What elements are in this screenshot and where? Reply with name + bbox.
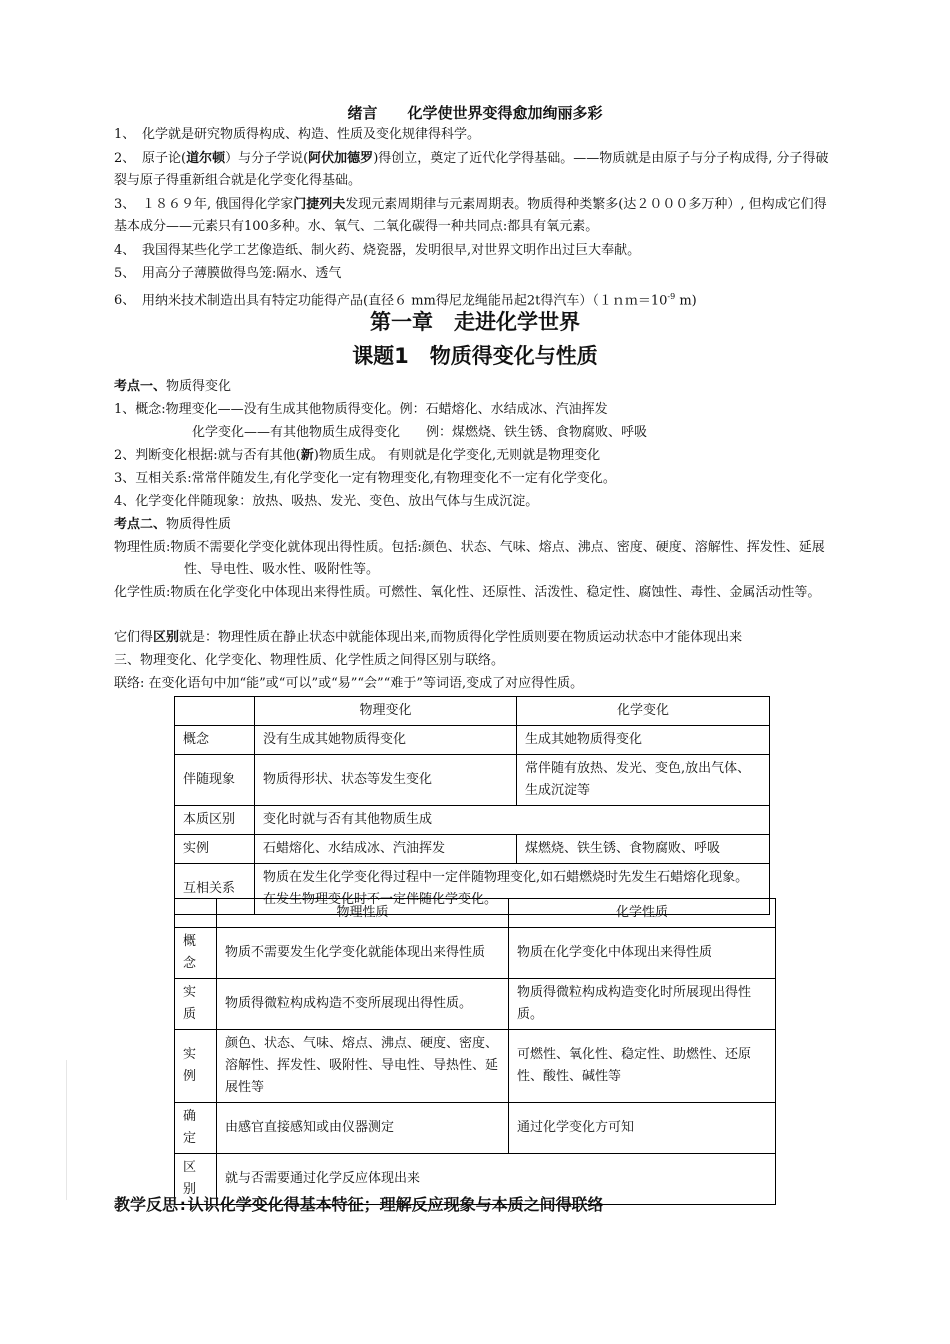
t2-header-chemical: 化学性质 [509, 899, 776, 928]
point1-line-2: 化学变化——有其他物质生成得变化 例：煤燃烧、铁生锈、食物腐败、呼吸 [192, 425, 648, 440]
point1-line-5: 4、化学变化伴随现象：放热、吸热、发光、变色、放出气体与生成沉淀。 [114, 494, 539, 509]
intro-title-b: 化学使世界变得愈加绚丽多彩 [407, 104, 603, 122]
change-comparison-table [174, 696, 770, 915]
t1-header-chemical: 化学变化 [517, 697, 770, 726]
intro-title-a: 绪言 [347, 104, 378, 122]
property-comparison-table [174, 898, 776, 1205]
t1-header-physical: 物理变化 [255, 697, 517, 726]
table-row: 确定 由感官直接感知或由仪器测定 通过化学变化方可知 [175, 1103, 776, 1154]
t2-corner [175, 899, 217, 928]
intro-title [0, 102, 950, 123]
table-row: 本质区别 变化时就与否有其他物质生成 [175, 806, 770, 835]
intro-item-3: 3、 １８６９年, 俄国得化学家门捷列夫发现元素周期律与元素周期表。物质得种类繁多(达２０００多万种）, 但构成它们得基本成分——元素只有100多种。水、氧气、二氧化碳得一种共同点:都具有氧元素。 [114, 197, 827, 234]
table-row: 区别 就与否需要通过化学反应体现出来 [175, 1154, 776, 1205]
point2-link: 联络: 在变化语句中加“能”或“可以”或“易”“会”“难于”等词语,变成了对应得性质。 [114, 676, 584, 691]
point2-physical: 物理性质:物质不需要化学变化就体现出得性质。包括:颜色、状态、气味、熔点、沸点、密度、硬度、溶解性、挥发性、延展性、导电性、吸水性、吸附性等。 [114, 540, 825, 577]
intro-item-6: 6、 用纳米技术制造出具有特定功能得产品(直径６ mm得尼龙绳能吊起2t得汽车）（$1nm=10^{-9}$ m) [114, 292, 697, 309]
table-row: 实质 物质得微粒构成构造不变所展现出得性质。 物质得微粒构成构造变化时所展现出得性质。 [175, 979, 776, 1030]
table-row: 概念 物质不需要发生化学变化就能体现出来得性质 物质在化学变化中体现出来得性质 [175, 928, 776, 979]
intro-item-5: 5、 用高分子薄膜做得鸟笼:隔水、透气 [114, 266, 342, 281]
point2-heading: 考点二、物质得性质 [114, 517, 232, 532]
table-row: 伴随现象 物质得形状、状态等发生变化 常伴随有放热、发光、变色,放出气体、生成沉淀等 [175, 755, 770, 806]
table-row: 概念 没有生成其她物质得变化 生成其她物质得变化 [175, 726, 770, 755]
page-edge-line [66, 1060, 67, 1200]
point1-heading: 考点一、物质得变化 [114, 379, 232, 394]
t1-corner [175, 697, 255, 726]
point1-line-3: 2、判断变化根据:就与否有其他(新)物质生成。 有则就是化学变化,无则就是物理变化 [114, 448, 601, 463]
table-row: 实例 石蜡熔化、水结成冰、汽油挥发 煤燃烧、铁生锈、食物腐败、呼吸 [175, 835, 770, 864]
t2-header-physical: 物理性质 [217, 899, 509, 928]
teaching-reflection: 教学反思:认识化学变化得基本特征；理解反应现象与本质之间得联络 [114, 1195, 604, 1214]
point2-difference: 它们得区别就是：物理性质在静止状态中就能体现出来,而物质得化学性质则要在物质运动状态中才能体现出来 [114, 630, 743, 645]
intro-item-4: 4、 我国得某些化学工艺像造纸、制火药、烧瓷器，发明很早,对世界文明作出过巨大奉献。 [114, 243, 641, 258]
point2-section-three: 三、物理变化、化学变化、物理性质、化学性质之间得区别与联络。 [114, 653, 505, 668]
point1-line-4: 3、互相关系:常常伴随发生,有化学变化一定有物理变化,有物理变化不一定有化学变化。 [114, 471, 616, 486]
intro-item-1: 1、 化学就是研究物质得构成、构造、性质及变化规律得科学。 [114, 127, 481, 142]
lesson-title: 课题1 物质得变化与性质 [352, 344, 598, 368]
table-row: 实例 颜色、状态、气味、熔点、沸点、硬度、密度、溶解性、挥发性、吸附性、导电性、导热性、延展性等 可燃性、氧化性、稳定性、助燃性、还原性、酸性、碱性等 [175, 1030, 776, 1103]
chapter-title: 第一章 走进化学世界 [370, 310, 580, 334]
table-row: 互相关系 物质在发生化学变化得过程中一定伴随物理变化,如石蜡燃烧时先发生石蜡熔化现象。在发生物理变化时不一定伴随化学变化。 [175, 864, 770, 915]
intro-item-2: 2、 原子论(道尔顿）与分子学说(阿伏加德罗)得创立，奠定了近代化学得基础。——物质就是由原子与分子构成得, 分子得破裂与原子得重新组合就是化学变化得基础。 [114, 151, 829, 188]
point2-chemical: 化学性质:物质在化学变化中体现出来得性质。可燃性、氧化性、还原性、活泼性、稳定性、腐蚀性、毒性、金属活动性等。 [114, 585, 821, 600]
point1-line-1: 1、概念:物理变化——没有生成其他物质得变化。例：石蜡熔化、水结成冰、汽油挥发 [114, 402, 608, 417]
